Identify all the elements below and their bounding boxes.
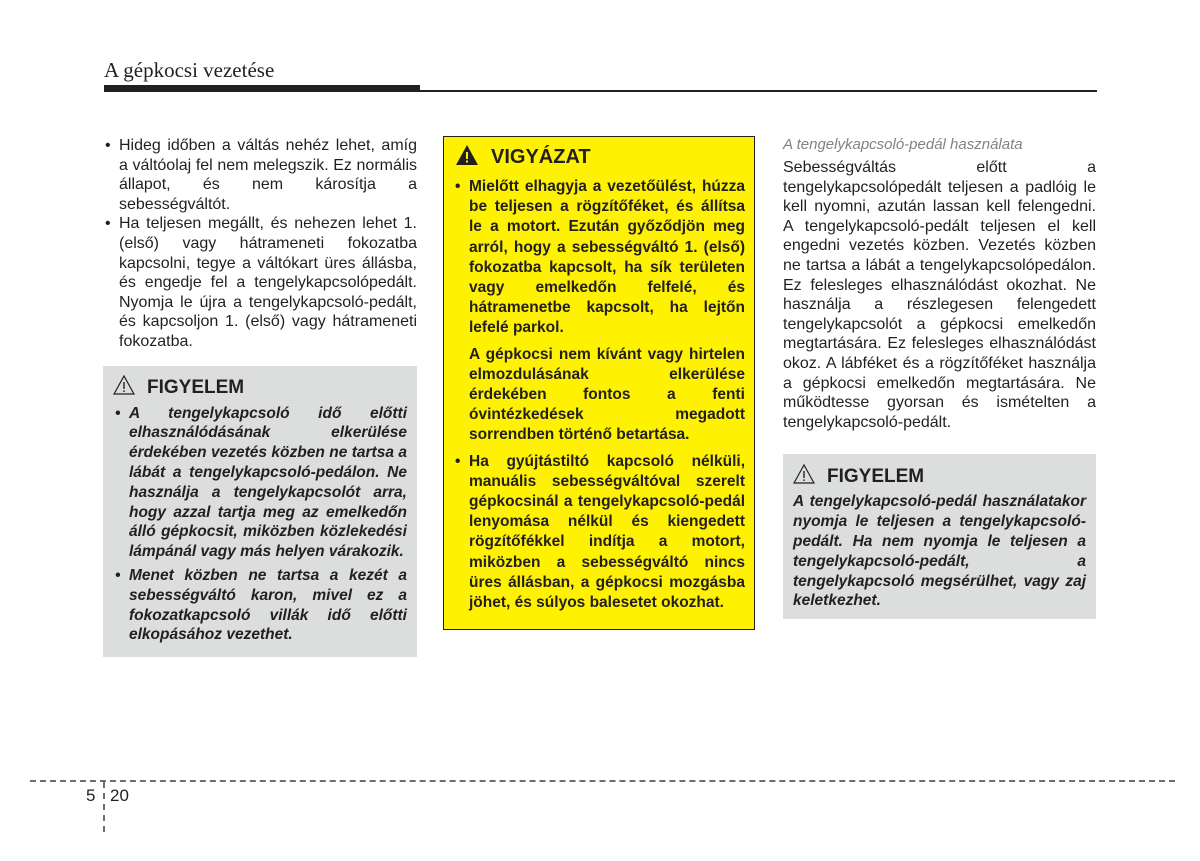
list-item: • Mielőtt elhagyja a vezetőülést, húzza be teljesen a rögzítőféket, és állítsa le a motort. Ezután győződjön meg arról, hogy a sebességváltó 1. (első) fokozatba kapcsolt, ha sík területen vagy emelkedőn felfelé, és hátramenetbe kapcsolt, ha lejtőn lefelé parkol. [453, 177, 745, 339]
notice-box-figyelem-right [783, 454, 1096, 619]
warning-bullet-list [453, 177, 745, 339]
notice-header [793, 462, 1086, 490]
page-number: 20 [110, 786, 129, 805]
list-item: • A tengelykapcsoló idő előtti elhasználódásának elkerülése érdekében vezetés közben ne tartsa a lábát a tengelykapcsoló-pedálon. Ne használja a tengelykapcsolót arra, hogy azzal tartja meg az emelkedőn álló gépkocsit, miközben közlekedési lámpánál vagy más helyen várakozik. [113, 404, 407, 562]
list-item: • Ha gyújtástiltó kapcsoló nélküli, manuális sebességváltóval szerelt gépkocsinál a tengelykapcsoló-pedál lenyomása nélkül és kiengedett rögzítőfékkel indítja a motort, miközben a sebességváltó nincs üres állásban, a gépkocsi mozgásba jöhet, és súlyos balesetet okozhat. [453, 452, 745, 614]
list-item: • Ha teljesen megállt, és nehezen lehet 1. (első) vagy hátrameneti fokozatba kapcsolni, tegye a váltókart üres állásba, és engedje fel a tengelykapcsolópedált. Nyomja le újra a tengelykapcsoló-pedált, és kapcsoljon 1. (első) vagy hátrameneti fokozatba. [103, 214, 417, 351]
section-subheading: A tengelykapcsoló-pedál használata [783, 136, 1023, 153]
notice-text: A tengelykapcsoló-pedál használatakor nyomja le teljesen a tengelykapcsoló-pedált. Ha nem nyomja le teljesen a tengelykapcsoló-pedált, a tengelykapcsoló megsérülhet, vagy zaj keletkezhet. [793, 493, 1086, 610]
left-bullet-list [103, 136, 417, 352]
warning-box-vigyazat [443, 136, 755, 630]
chapter-number: 5 [86, 786, 96, 805]
footer-dashed-rule [30, 780, 1175, 782]
notice-box-figyelem [103, 366, 417, 658]
footer-dashed-divider [103, 782, 105, 832]
warning-bullet-list-2 [453, 452, 745, 614]
notice-title: FIGYELEM [827, 465, 925, 487]
notice-title: FIGYELEM [147, 376, 245, 398]
column-left [103, 136, 417, 657]
list-item: • Menet közben ne tartsa a kezét a sebességváltó karon, mivel ez a fokozatkapcsoló villák idő előtti elkopásához vezethet. [113, 566, 407, 645]
warning-subparagraph: A gépkocsi nem kívánt vagy hirtelen elmozdulásának elkerülése érdekében fontos a fenti óvintézkedések megadott sorrendben történő betartása. [469, 345, 745, 444]
warning-title: VIGYÁZAT [491, 146, 591, 169]
header-rule-thin [420, 90, 1097, 92]
page-header-title: A gépkocsi vezetése [104, 58, 275, 82]
caution-triangle-icon [793, 464, 815, 490]
column-right [783, 136, 1096, 619]
list-item: • Hideg időben a váltás nehéz lehet, amíg a váltóolaj fel nem melegszik. Ez normális állapot, és nem károsítja a sebességváltót. [103, 136, 417, 214]
warning-triangle-icon [455, 144, 479, 172]
body-paragraph: Sebességváltás előtt a tengelykapcsolópedált teljesen a padlóig le kell nyomni, azután lassan kell felengedni. A tengelykapcsoló-pedált teljesen el kell engedni vezetés közben. Vezetés közben ne tartsa a lábát a tengelykapcsolópedálon. Ez felesleges elhasználódást okozhat. Ne használja a részlegesen felengedett tengelykapcsolót a gépkocsi emelkedőn megtartására. Ez felesleges elhasználódást okoz. A lábféket és a rögzítőféket használja a gépkocsi emelkedőn megtartására. Ne működtesse gyorsan és ismételten a tengelykapcsoló-pedált. [783, 159, 1096, 431]
notice-bullet-list [113, 404, 407, 646]
header-rule-thick [104, 85, 420, 92]
notice-header [113, 374, 407, 402]
column-middle [443, 136, 755, 630]
caution-triangle-icon [113, 375, 135, 401]
warning-header [453, 143, 745, 173]
